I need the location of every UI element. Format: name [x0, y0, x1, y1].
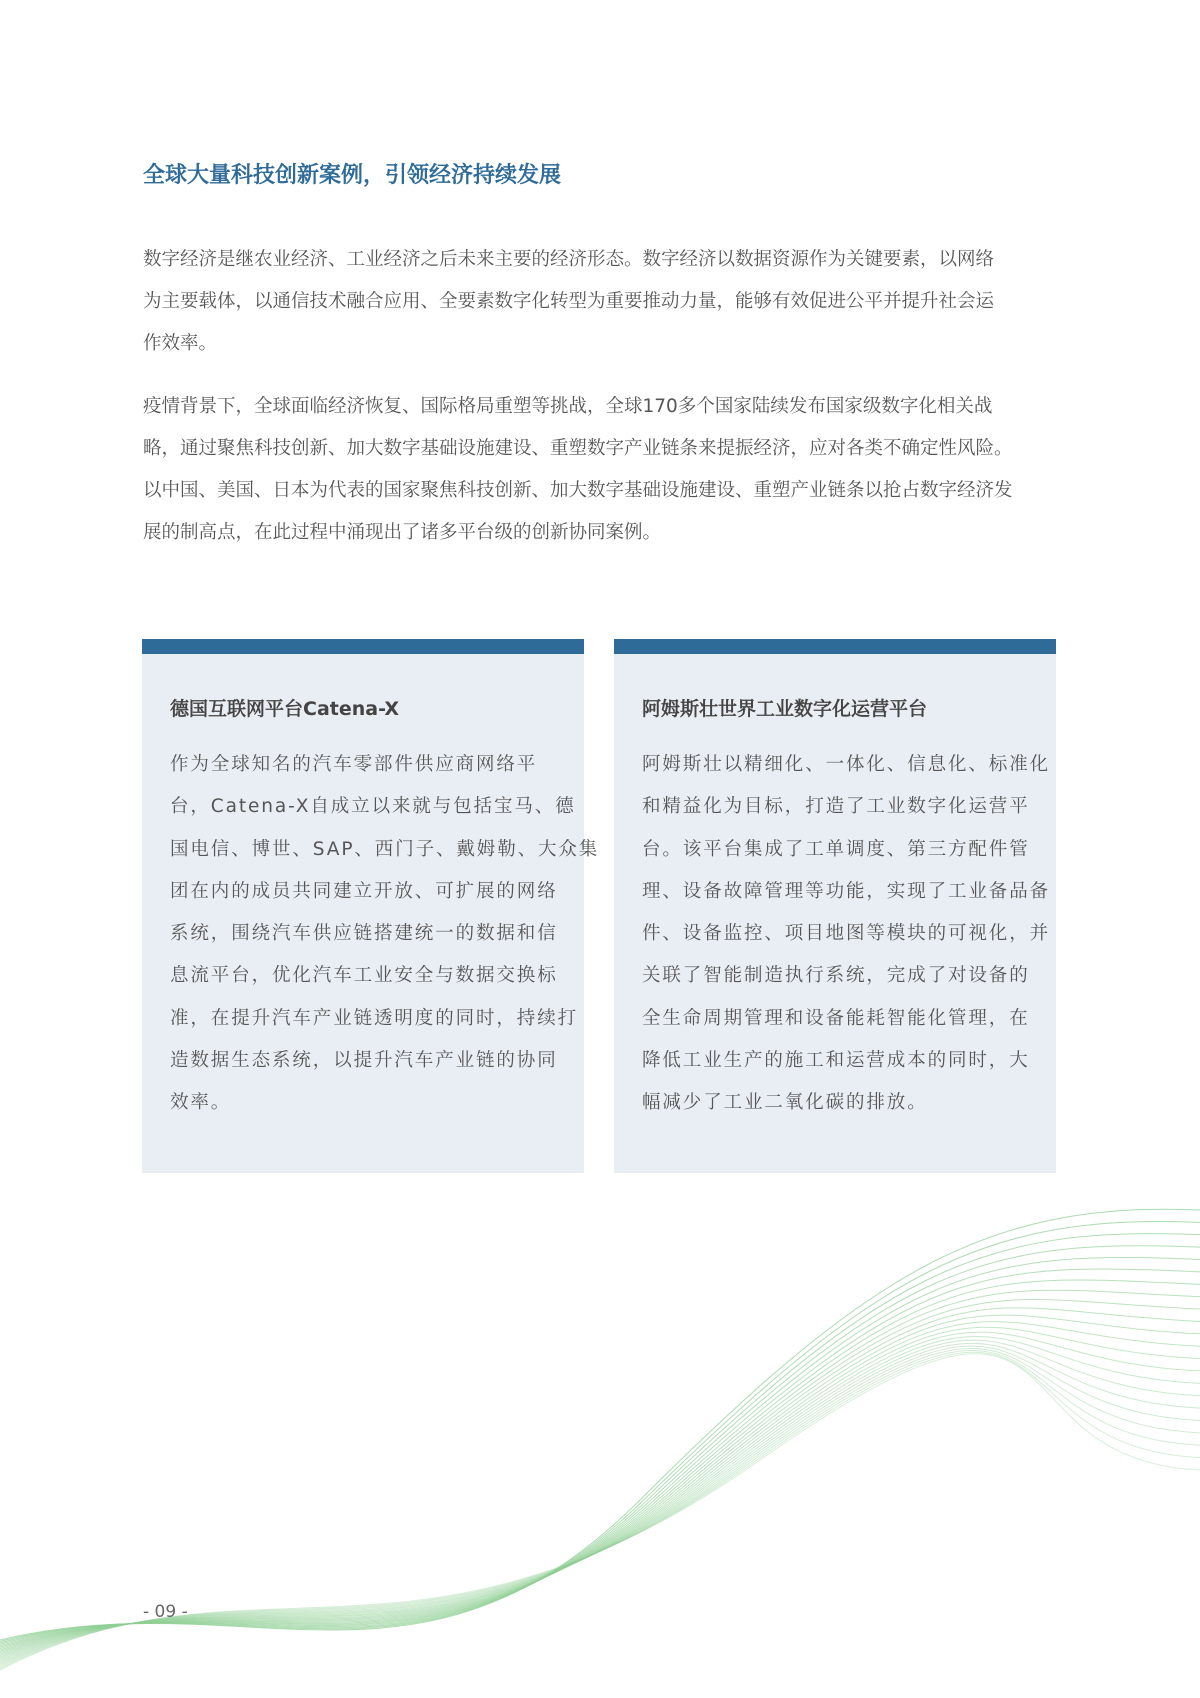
text-line: 展的制高点，在此过程中涌现出了诸多平台级的创新协同案例。: [143, 522, 662, 543]
card-body: [642, 744, 1050, 1125]
card-title: 德国互联网平台Catena-X: [170, 698, 400, 720]
wave-line: [0, 1234, 1200, 1643]
intro-paragraph-1: [143, 239, 1063, 365]
text-line: 略，通过聚焦科技创新、加大数字基础设施建设、重塑数字产业链条来提振经济，应对各类不确定性风险。: [143, 438, 1013, 459]
card-accent-bar: [614, 639, 1056, 654]
text-line: 降低工业生产的施工和运营成本的同时，大: [642, 1050, 1030, 1072]
text-line: 理、设备故障管理等功能，实现了工业备品备: [642, 880, 1051, 902]
text-line: 作效率。: [143, 333, 218, 354]
text-line: 国电信、博世、SAP、西门子、戴姆勒、大众集: [170, 838, 600, 860]
text-line: 造数据生态系统，以提升汽车产业链的协同: [170, 1050, 558, 1072]
text-line: 数字经济是继农业经济、工业经济之后未来主要的经济形态。数字经济以数据资源作为关键要素，以网络: [143, 249, 995, 270]
text-line: 为主要载体，以通信技术融合应用、全要素数字化转型为重要推动力量，能够有效促进公平并提升社会运: [143, 291, 995, 312]
wave-line: [0, 1246, 1200, 1645]
text-line: 幅减少了工业二氧化碳的排放。: [642, 1092, 928, 1114]
text-line: 以中国、美国、日本为代表的国家聚焦科技创新、加大数字基础设施建设、重塑产业链条以抢占数字经济发: [143, 480, 1013, 501]
text-line: 阿姆斯壮以精细化、一体化、信息化、标准化: [642, 754, 1051, 775]
wave-line: [0, 1221, 1200, 1641]
wave-line: [0, 1280, 1200, 1649]
text-line: 台。该平台集成了工单调度、第三方配件管: [642, 838, 1030, 860]
intro-paragraph-2: [143, 386, 1063, 554]
text-line: 系统，围绕汽车供应链搭建统一的数据和信: [170, 923, 558, 945]
text-line: 准，在提升汽车产业链透明度的同时，持续打: [170, 1007, 579, 1029]
section-heading: 全球大量科技创新案例，引领经济持续发展: [143, 163, 562, 188]
wave-line: [0, 1269, 1200, 1647]
text-line: 件、设备监控、项目地图等模块的可视化，并: [642, 923, 1051, 945]
text-line: 息流平台，优化汽车工业安全与数据交换标: [170, 965, 558, 987]
text-line: 作为全球知名的汽车零部件供应商网络平: [170, 754, 538, 775]
text-line: 疫情背景下，全球面临经济恢复、国际格局重塑等挑战，全球170多个国家陆续发布国家级数字化相关战: [143, 396, 993, 417]
card-body: [170, 744, 599, 1125]
case-card-armstrong: [614, 639, 1056, 1173]
wave-line: [0, 1290, 1200, 1650]
text-line: 团在内的成员共同建立开放、可扩展的网络: [170, 880, 558, 902]
card-accent-bar: [142, 639, 584, 654]
case-card-catena-x: [142, 639, 600, 1173]
card-title: 阿姆斯壮世界工业数字化运营平台: [642, 698, 928, 720]
text-line: 关联了智能制造执行系统，完成了对设备的: [642, 965, 1030, 987]
text-line: 台，Catena-X自成立以来就与包括宝马、德: [170, 796, 576, 818]
text-line: 效率。: [170, 1092, 232, 1114]
text-line: 全生命周期管理和设备能耗智能化管理，在: [642, 1007, 1030, 1029]
text-line: 和精益化为目标，打造了工业数字化运营平: [642, 796, 1030, 818]
wave-line: [0, 1300, 1200, 1652]
page-number: - 09 -: [143, 1602, 188, 1622]
